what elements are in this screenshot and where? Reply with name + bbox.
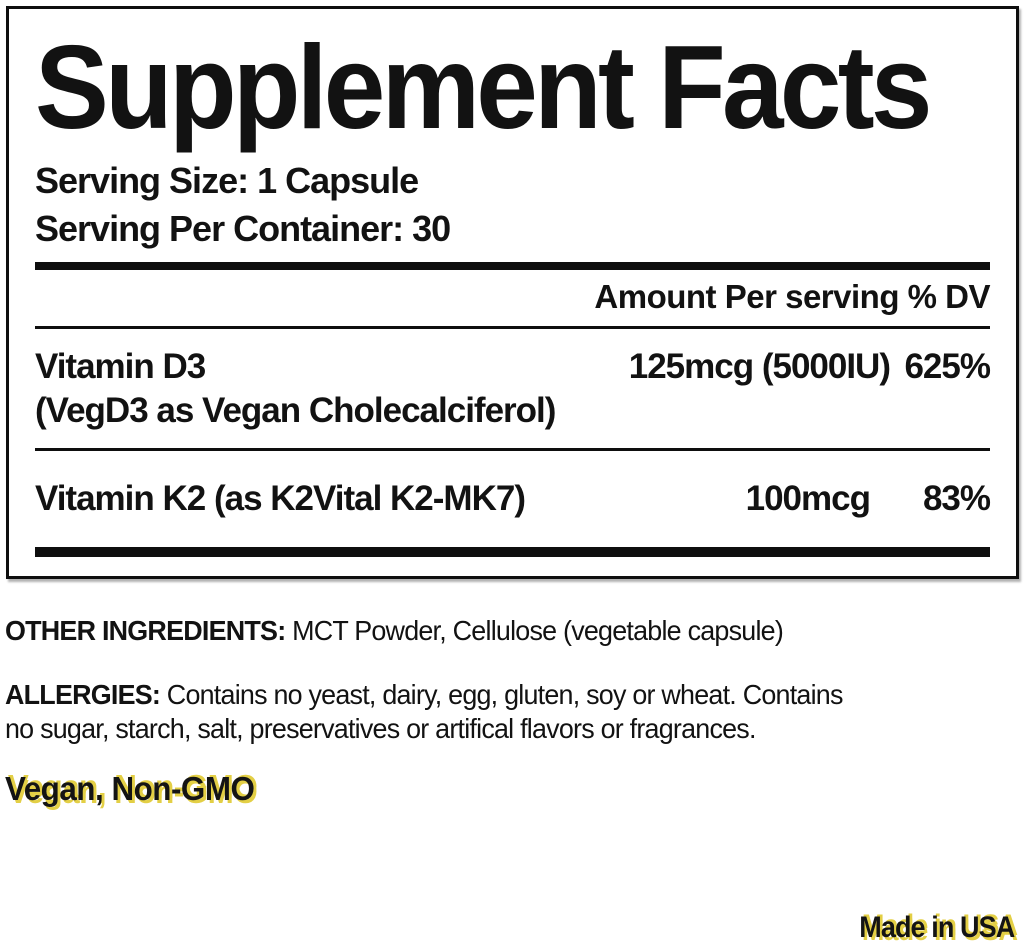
other-ingredients-text: MCT Powder, Cellulose (vegetable capsule)	[285, 615, 784, 646]
made-in-usa-badge: Made in USA	[858, 911, 1014, 944]
nutrient-detail-vitamin-d3: (VegD3 as Vegan Cholecalciferol)	[35, 390, 556, 430]
nutrient-dv: 625%	[904, 346, 990, 386]
allergies-line-2: no sugar, starch, salt, preservatives or artifical flavors or fragrances.	[5, 713, 756, 745]
allergies	[5, 678, 978, 746]
nutrient-name: Vitamin D3	[35, 346, 206, 386]
other-ingredients-label: OTHER INGREDIENTS:	[5, 615, 286, 646]
nutrient-amount: 100mcg	[745, 479, 870, 519]
serving-per-container: Serving Per Container: 30	[35, 208, 451, 249]
nutrient-amount: 125mcg (5000IU)	[628, 346, 890, 386]
serving-info	[35, 157, 990, 253]
other-ingredients	[5, 614, 978, 648]
supplement-facts-panel	[6, 6, 1019, 579]
allergies-line-1	[5, 678, 978, 712]
panel-title: Supplement Facts	[35, 21, 929, 154]
nutrient-row-vitamin-k2	[35, 451, 990, 547]
nutrient-dv: 83%	[922, 479, 990, 519]
allergies-text-line-1: Contains no yeast, dairy, egg, gluten, soy or wheat. Contains	[160, 679, 843, 710]
serving-size: Serving Size: 1 Capsule	[35, 160, 419, 202]
nutrient-name: Vitamin K2 (as K2Vital K2-MK7)	[35, 479, 525, 519]
allergies-label: ALLERGIES:	[5, 679, 161, 710]
column-header: Amount Per serving % DV	[594, 277, 990, 315]
vegan-non-gmo-badge: Vegan, Non-GMO	[5, 770, 255, 807]
nutrient-row-vitamin-d3	[35, 329, 990, 389]
divider-thick-top	[35, 262, 990, 270]
divider-thick-bottom	[35, 547, 990, 557]
